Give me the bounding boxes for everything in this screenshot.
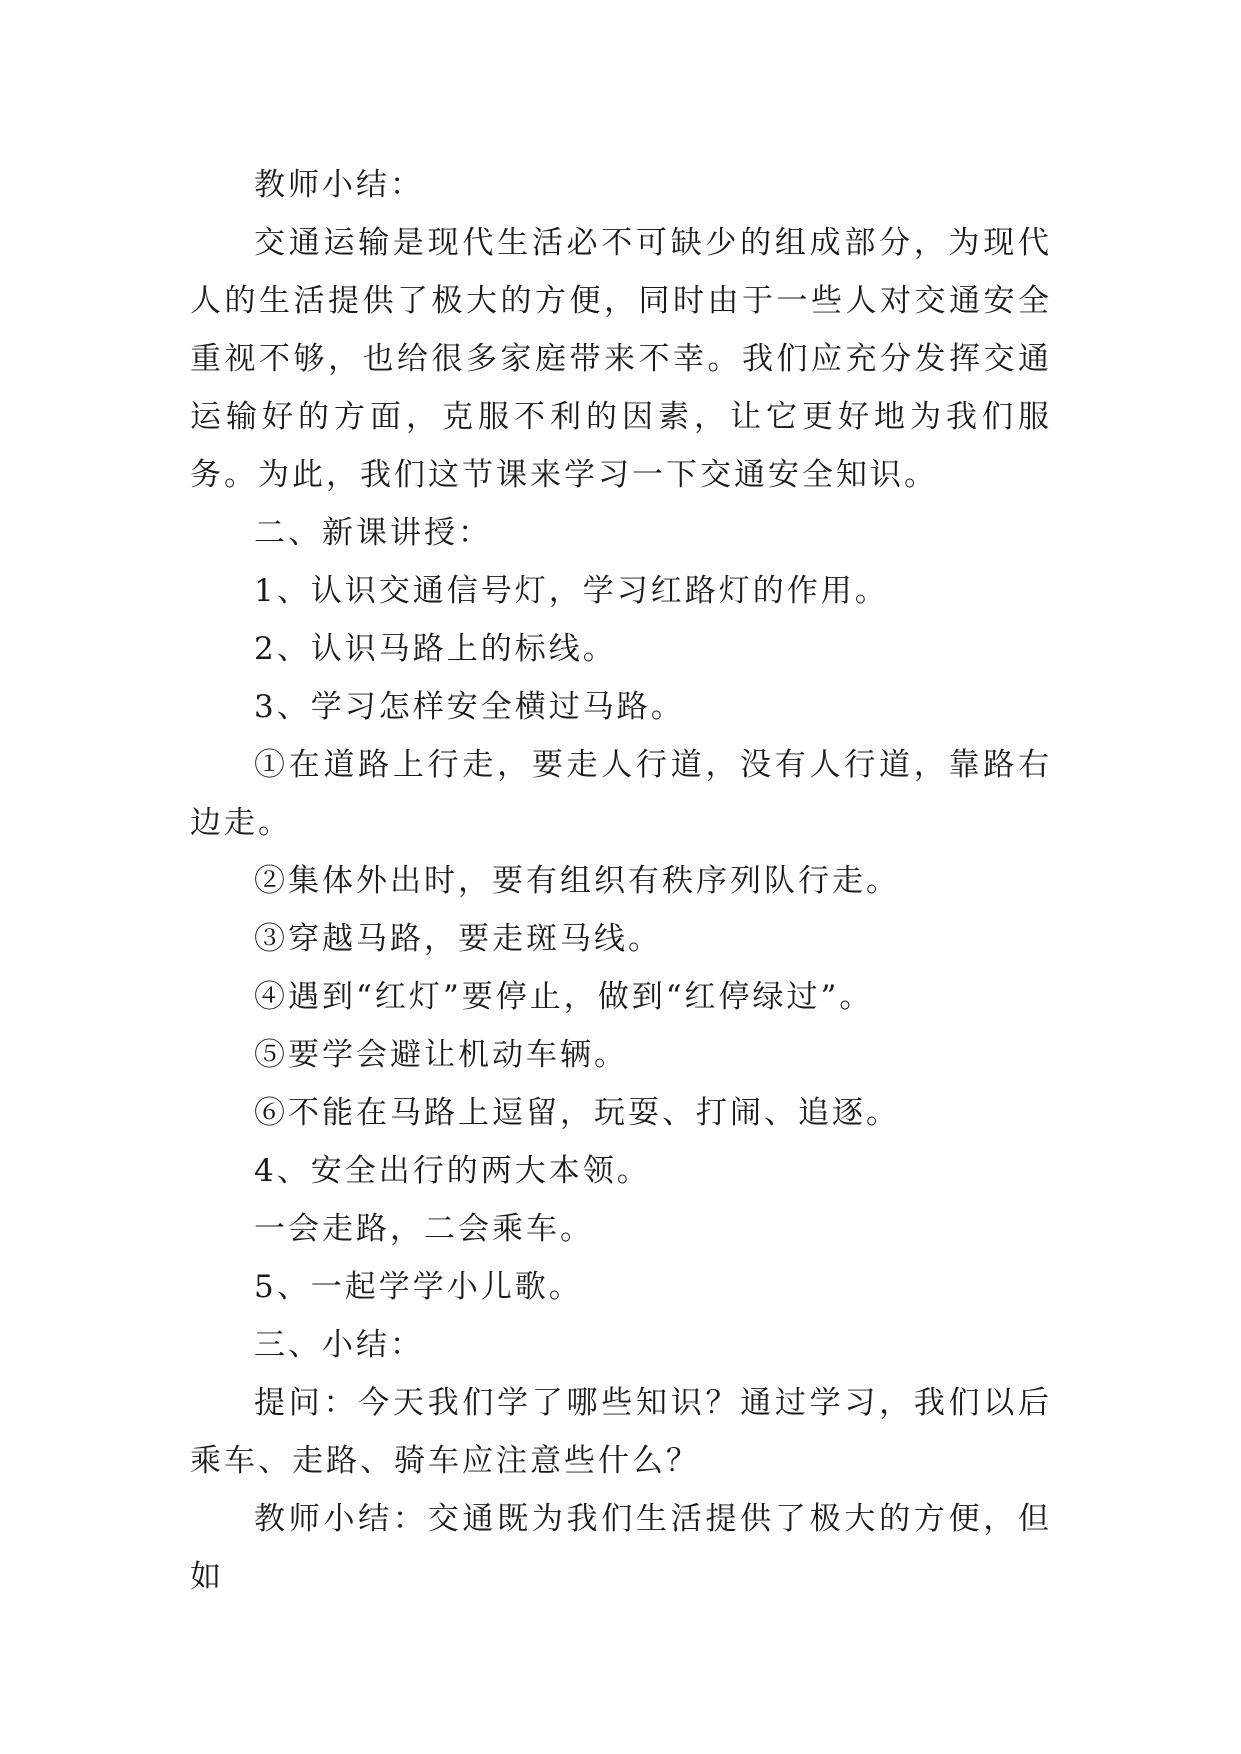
paragraph-teacher-summary-heading: 教师小结： xyxy=(254,167,424,203)
paragraph-section-three-heading: 三、小结： xyxy=(254,1327,424,1363)
paragraph-rule-2: ②集体外出时，要有组织有秩序列队行走。 xyxy=(254,863,900,899)
paragraph-rule-6: ⑥不能在马路上逗留，玩耍、打闹、追逐。 xyxy=(254,1095,900,1131)
paragraph-question: 提问：今天我们学了哪些知识？通过学习，我们以后乘车、走路、骑车应注意些什么？ xyxy=(190,1385,1052,1479)
paragraph-rule-3: ③穿越马路，要走斑马线。 xyxy=(254,921,662,957)
paragraph-item-5: 5、一起学学小儿歌。 xyxy=(254,1269,583,1305)
document-body xyxy=(190,156,1052,1606)
paragraph-rule-4: ④遇到“红灯”要停止，做到“红停绿过”。 xyxy=(254,979,874,1015)
paragraph-teacher-summary-final: 教师小结：交通既为我们生活提供了极大的方便，但如 xyxy=(190,1501,1052,1595)
paragraph-item-2: 2、认识马路上的标线。 xyxy=(254,631,617,667)
paragraph-section-two-heading: 二、新课讲授： xyxy=(254,515,492,551)
paragraph-intro: 交通运输是现代生活必不可缺少的组成部分，为现代人的生活提供了极大的方便，同时由于一些人对交通安全重视不够，也给很多家庭带来不幸。我们应充分发挥交通运输好的方面，克服不利的因素，让它更好地为我们服务。为此，我们这节课来学习一下交通安全知识。 xyxy=(190,225,1052,493)
paragraph-item-4: 4、安全出行的两大本领。 xyxy=(254,1153,651,1189)
paragraph-item-3: 3、学习怎样安全横过马路。 xyxy=(254,689,685,725)
paragraph-rule-1: ①在道路上行走，要走人行道，没有人行道，靠路右边走。 xyxy=(190,747,1052,841)
paragraph-rule-5: ⑤要学会避让机动车辆。 xyxy=(254,1037,628,1073)
paragraph-item-4-detail: 一会走路，二会乘车。 xyxy=(254,1211,594,1247)
paragraph-item-1: 1、认识交通信号灯，学习红路灯的作用。 xyxy=(254,573,889,609)
